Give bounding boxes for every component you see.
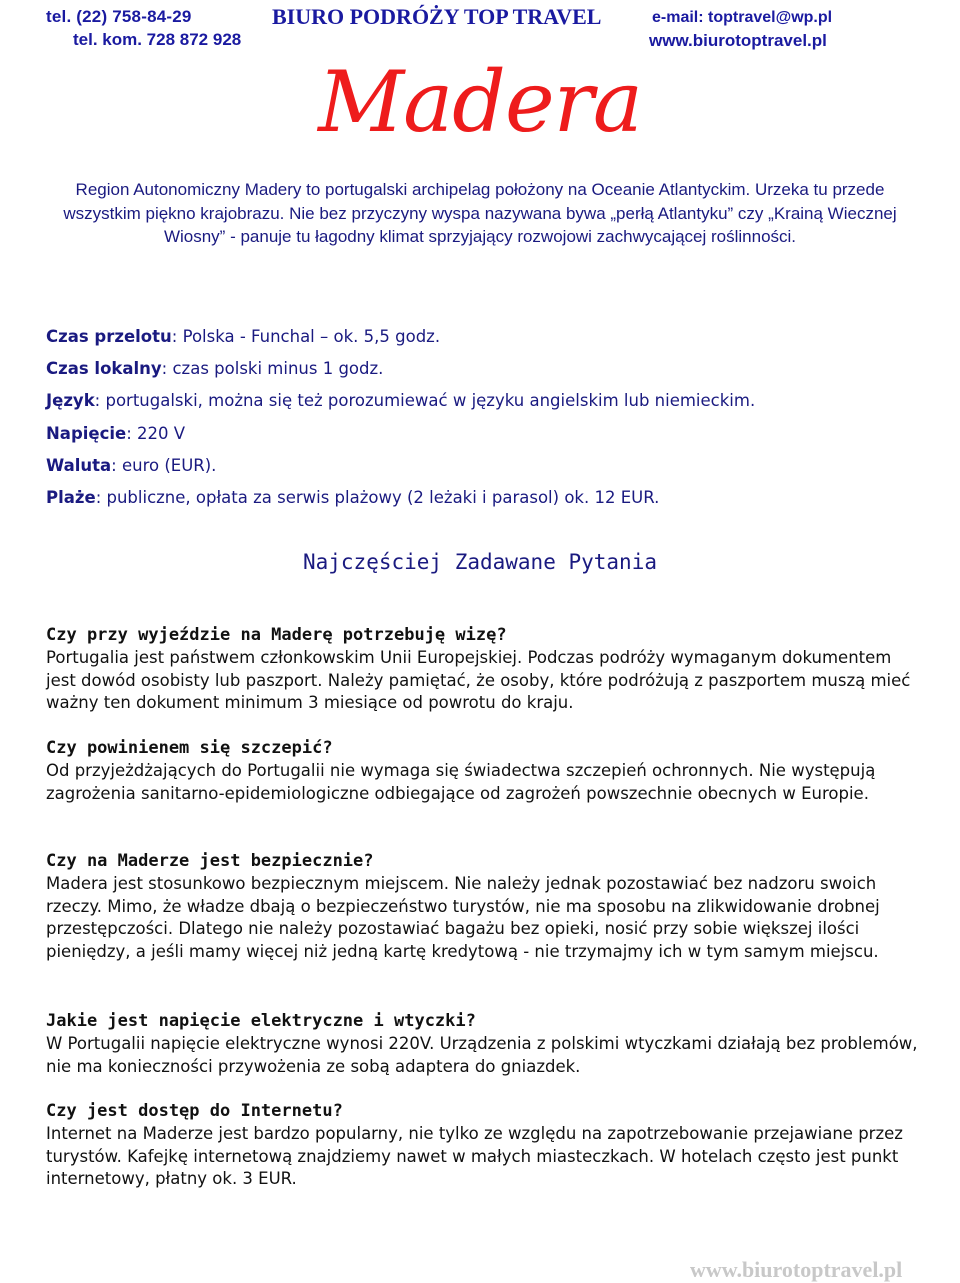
fact-value: : Polska - Funchal – ok. 5,5 godz. [171,327,441,346]
fact-local-time [46,359,383,378]
fact-label: Czas lokalny [46,359,162,378]
fact-voltage [46,424,185,443]
faq-answer-electricity: W Portugalii napięcie elektryczne wynosi 220V. Urządzenia z polskimi wtyczkami działają bez problemów, nie ma konieczności przywożenia ze sobą adaptera do gniazdek. [46,1034,918,1076]
fact-value: : 220 V [126,424,186,443]
faq-question-visa: Czy przy wyjeździe na Maderę potrzebuję wizę? [46,625,507,645]
header-website[interactable]: www.biurotoptravel.pl [649,31,827,50]
header-mobile: tel. kom. 728 872 928 [73,30,242,49]
header-top-row [0,3,960,29]
fact-currency [46,456,216,475]
fact-label: Plaże [46,488,96,507]
fact-value: : czas polski minus 1 godz. [161,359,384,378]
header-bottom-row [0,27,960,53]
fact-language [46,391,755,410]
faq-answer-visa: Portugalia jest państwem członkowskim Unii Europejskiej. Podczas podróży wymaganym dokumentem jest dowód osobisty lub paszport. Należy pamiętać, że osoby, które podróżują z paszportem muszą mieć ważny ten dokument minimum 3 miesiące od powrotu do kraju. [46,648,911,712]
faq-heading: Najczęściej Zadawane Pytania [302,550,657,574]
header-agency-name: BIURO PODRÓŻY TOP TRAVEL [272,4,602,29]
fact-label: Język [46,391,95,410]
page-title: Madera [318,53,642,151]
faq-answer-safety: Madera jest stosunkowo bezpiecznym miejscem. Nie należy jednak pozostawiać bez nadzoru swoich rzeczy. Mimo, że władze dbają o bezpieczeństwo turystów, nie ma sposobu na zlikwidowanie drobnej przestępczości. Dlatego nie należy pozostawiać bagażu bez opieki, nosić przy sobie większej ilości pieniędzy, a jeśli mamy więcej niż jedną kartę kredytową - nie trzymajmy ich w tym samym miejscu. [46,874,880,961]
header-phone: tel. (22) 758-84-29 [46,7,192,26]
fact-label: Czas przelotu [46,327,172,346]
faq-question-electricity: Jakie jest napięcie elektryczne i wtyczki? [46,1011,476,1031]
fact-flight-time [46,327,440,346]
header-email[interactable]: e-mail: toptravel@wp.pl [652,9,833,26]
faq-question-internet: Czy jest dostęp do Internetu? [46,1101,343,1121]
faq-question-vaccination: Czy powinienem się szczepić? [46,738,333,758]
faq-question-safety: Czy na Maderze jest bezpiecznie? [46,851,374,871]
faq-answer-internet: Internet na Maderze jest bardzo popularny, nie tylko ze względu na zapotrzebowanie przejawiane przez turystów. Kafejkę internetową znajdziemy nawet w małych miasteczkach. W hotelach często jest punkt internetowy, płatny ok. 3 EUR. [46,1124,903,1188]
fact-label: Napięcie [46,424,127,443]
fact-value: : euro (EUR). [111,456,217,475]
fact-value: : publiczne, opłata za serwis plażowy (2 leżaki i parasol) ok. 12 EUR. [95,488,660,507]
fact-label: Waluta [46,456,112,475]
faq-answer-vaccination: Od przyjeżdżających do Portugalii nie wymaga się świadectwa szczepień ochronnych. Nie występują zagrożenia sanitarno-epidemiologiczne odbiegające od zagrożeń powszechnie obecnych w Europie. [46,761,876,803]
fact-beaches [46,488,659,507]
fact-value: : portugalski, można się też porozumiewać w języku angielskim lub niemieckim. [94,391,756,410]
footer-website[interactable]: www.biurotoptravel.pl [690,1257,903,1282]
intro-paragraph: Region Autonomiczny Madery to portugalski archipelag położony na Oceanie Atlantyckim. Urzeka tu przede wszystkim piękno krajobrazu. Nie bez przyczyny wyspa nazywana bywa „perłą Atlantyku” czy „Krainą Wiecznej Wiosny” - panuje tu łagodny klimat sprzyjający rozwojowi zachwycającej roślinności. [63,180,897,246]
